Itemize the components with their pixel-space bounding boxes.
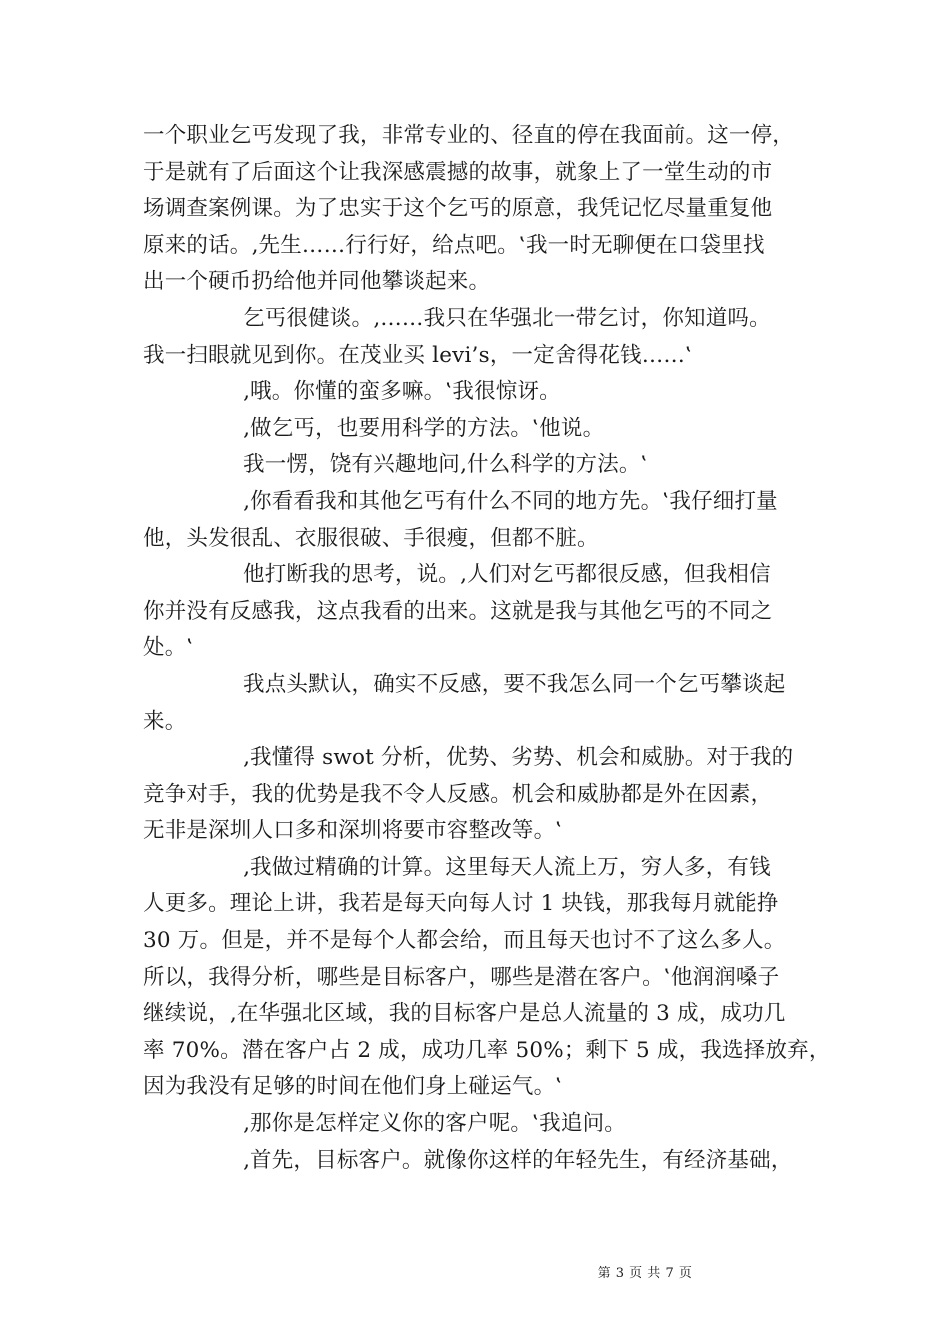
text-line: 他打断我的思考，说。‚人们对乞丐都很反感，但我相信 — [243, 562, 771, 588]
text-line: 率 70%。潜在客户占 2 成，成功几率 50%；剩下 5 成，我选择放弃， — [143, 1037, 831, 1063]
text-line: 我一扫眼就见到你。在茂业买 levi’s，一定舍得花钱……‛ — [143, 342, 693, 368]
text-line: 场调查案例课。为了忠实于这个乞丐的原意，我凭记忆尽量重复他 — [143, 196, 773, 222]
text-line: 我一愣，饶有兴趣地问‚什么科学的方法。‛ — [243, 452, 648, 478]
text-line: 继续说，‚在华强北区域，我的目标客户是总人流量的 3 成，成功几 — [143, 1001, 786, 1027]
text-line: ‚做乞丐，也要用科学的方法。‛他说。 — [243, 415, 605, 441]
text-line: 因为我没有足够的时间在他们身上碰运气。‛ — [143, 1074, 563, 1100]
text-line: 原来的话。‚先生……行行好，给点吧。‛我一时无聊便在口袋里找 — [143, 232, 765, 258]
text-line: 处。‛ — [143, 635, 194, 661]
text-line: 你并没有反感我，这点我看的出来。这就是我与其他乞丐的不同之 — [143, 598, 773, 624]
text-line: 乞丐很健谈。‚……我只在华强北一带乞讨，你知道吗。 — [243, 305, 771, 331]
text-line: 人更多。理论上讲，我若是每天向每人讨 1 块钱，那我每月就能挣 — [143, 891, 779, 917]
text-block — [143, 118, 831, 1179]
text-line: 一个职业乞丐发现了我，非常专业的、径直的停在我面前。这一停， — [143, 123, 795, 148]
text-line: 竞争对手，我的优势是我不令人反感。机会和威胁都是外在因素， — [143, 781, 773, 807]
text-line: ‚我懂得 swot 分析，优势、劣势、机会和威胁。对于我的 — [243, 745, 794, 771]
text-line: 我点头默认，确实不反感，要不我怎么同一个乞丐攀谈起 — [243, 671, 786, 697]
text-line: 他，头发很乱、衣服很破、手很瘦，但都不脏。 — [143, 525, 599, 551]
document-body — [143, 118, 831, 1179]
text-line: ‚那你是怎样定义你的客户呢。‛我追问。 — [243, 1111, 626, 1137]
text-line: 所以，我得分析，哪些是目标客户，哪些是潜在客户。‛他润润嗓子 — [143, 964, 780, 990]
text-line: 来。 — [143, 708, 187, 734]
text-line: ‚我做过精确的计算。这里每天人流上万，穷人多，有钱 — [243, 854, 771, 880]
text-line: ‚你看看我和其他乞丐有什么不同的地方先。‛我仔细打量 — [243, 488, 778, 514]
page-number-footer: 第 3 页 共 7 页 — [597, 1266, 693, 1281]
text-line: 30 万。但是，并不是每个人都会给，而且每天也讨不了这么多人。 — [143, 928, 786, 954]
text-line: 于是就有了后面这个让我深感震撼的故事，就象上了一堂生动的市 — [143, 159, 773, 185]
text-line: 无非是深圳人口多和深圳将要市容整改等。‛ — [143, 818, 563, 844]
text-line: ‚哦。你懂的蛮多嘛。‛我很惊讶。 — [243, 379, 561, 405]
text-line: 出一个硬币扔给他并同他攀谈起来。 — [143, 269, 491, 295]
text-line: ‚首先，目标客户。就像你这样的年轻先生，有经济基础， — [243, 1147, 793, 1173]
